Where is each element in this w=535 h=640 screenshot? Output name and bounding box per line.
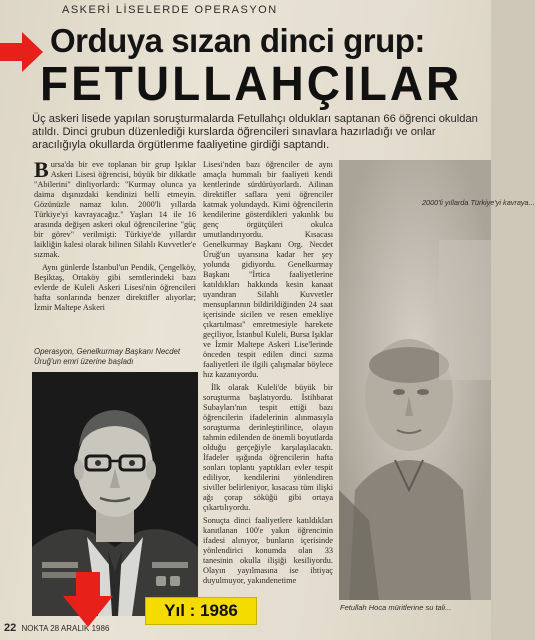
inset-caption-line-1: 2000'li yıllarda Türkiye'yi kavraya... <box>422 198 535 207</box>
article-lead: Üç askeri lisede yapılan soruşturmalarda Fetullahçı oldukları saptanan 66 öğrenci okuldan atıldı. Dinci grubun düzenlediği kurslarda öğrencileri sınavlara hazırladığı ve onlar aracılığıyla okullarda örgütlenme faaliyetine girdiği saptandı. <box>32 113 478 151</box>
hodja-photo <box>339 160 535 600</box>
photo-inset-caption <box>422 198 535 207</box>
column-1-paragraph-1: ursa'da bir eve toplanan bir grup Işıklar Askeri Lisesi öğrencisi, büyük bir dikkatle "Abilerini" dinliyorlardı: "Kurmay olunca ya daima dışınızdaki kendinizi belli etmeyin. Gözünüzle namaz kılın. 2000'li yıllarda Türkiye'yi kavrayacağız." Yaşları 14 ile 16 arasında değişen askeri okul öğrencilerine "güç bir görev" verilmişti: Türkiye'de yıllardır laikliğin kalesi olarak bilinen Silahlı Kuvvetler'e sızmak. <box>34 160 196 259</box>
column-2-paragraph-1: Lisesi'nden bazı öğrenciler de aynı amaçla hummalı bir faaliyeti kendi kentlerinde sürdürüyorlardı. Ailinan direktifler saflara yeni öğrenciler katmak yolundaydı. Kimi öğrencilerin kendilerine gösterdikleri yakınlık bu genç örgütçüleri okulca umutlandırıyordu. Kısacası Genelkurmay Başkanı Org. Necdet Üruğ'un uyarısına kadar her şey yolunda gidiyordu. Genelkurmay Başkanı "İrtica faaliyetlerine katıldıkları hakkında kesin kanaat uyandıran Silahlı Kuvvetler mensuplarının bildirildiğinden 24 saat içerisinde sicilen ve resen emekliye çıkartılması" emretmesiyle harekete geçiliyor, İstanbul Kuleli, Bursa Işıklar ve İzmir Maltepe Askeri Lise'lerinde önceden tespit edilen dinci sızma faaliyetleri ile ilgili çalışmalar böylece hız kazanıyordu. <box>203 160 333 379</box>
page-number: 22 <box>4 622 17 634</box>
portrait-photo <box>32 372 198 616</box>
column-2-paragraph-3: Sonuçta dinci faaliyetlere katıldıkları kanıtlanan 100'e yakın öğrencinin ifadesi alınıyor, bunların içerisinde yönlendirici konumda olan 33 tanesinin okulla ilişiği kesiliyordu. Olayın yayılmasına ise ihtiyaç duyulmuyor, yakındenetime <box>203 516 333 585</box>
hodja-illustration <box>339 160 535 600</box>
column-2-paragraph-2: İlk olarak Kuleli'de büyük bir soruşturma başlatıyordu. İstihbarat Subayları'nın tespit ettiği bazı öğrencilerin ifadelerinin alınmasıyla soruşturma derinleştirilince, olayın tahmin edilenden de önemli boyutlarda olduğu gerçeğiyle karşılaşılacaktı. İfadeler ışığında öğrencilerin hafta sonları toplantı yaptıkları evler tespit ediliyor, kendilerini yönlendiren siviller belirleniyor, kısacası tüm ilişki ağı çorap söküğü gibi ortaya çıkartılıyordu. <box>203 383 333 512</box>
section-kicker: ASKERİ LİSELERDE OPERASYON <box>62 4 278 16</box>
drop-cap: B <box>34 157 49 182</box>
red-arrow-down-icon <box>62 572 114 628</box>
portrait-illustration <box>32 372 198 616</box>
red-arrow-right-icon <box>0 30 44 74</box>
year-badge: Yıl : 1986 <box>145 597 257 625</box>
article-column-2 <box>203 160 333 635</box>
column-1-paragraph-2: Aynı günlerde İstanbul'un Pendik, Çengelköy, Beşiktaş, Ortaköy gibi semtlerindeki bazı evlerde de Kuleli Askeri Lisesi'nin öğrencileri hafta sonlarında benzer direktifler alıyorlar; İzmir Maltepe Askeri <box>34 263 196 312</box>
footer-issue-date: NOKTA 28 ARALIK 1986 <box>21 624 110 633</box>
headline-line-1: Orduya sızan dinci grup: <box>50 22 425 59</box>
photo-caption-left: Operasyon, Genelkurmay Başkanı Necdet Üruğ'un emri üzerine başladı <box>34 347 181 366</box>
headline-line-2: FETULLAHÇILAR <box>40 55 463 111</box>
photo-caption-right: Fetullah Hoca müritlerine su tali... <box>340 603 452 612</box>
article-column-1 <box>34 157 196 346</box>
